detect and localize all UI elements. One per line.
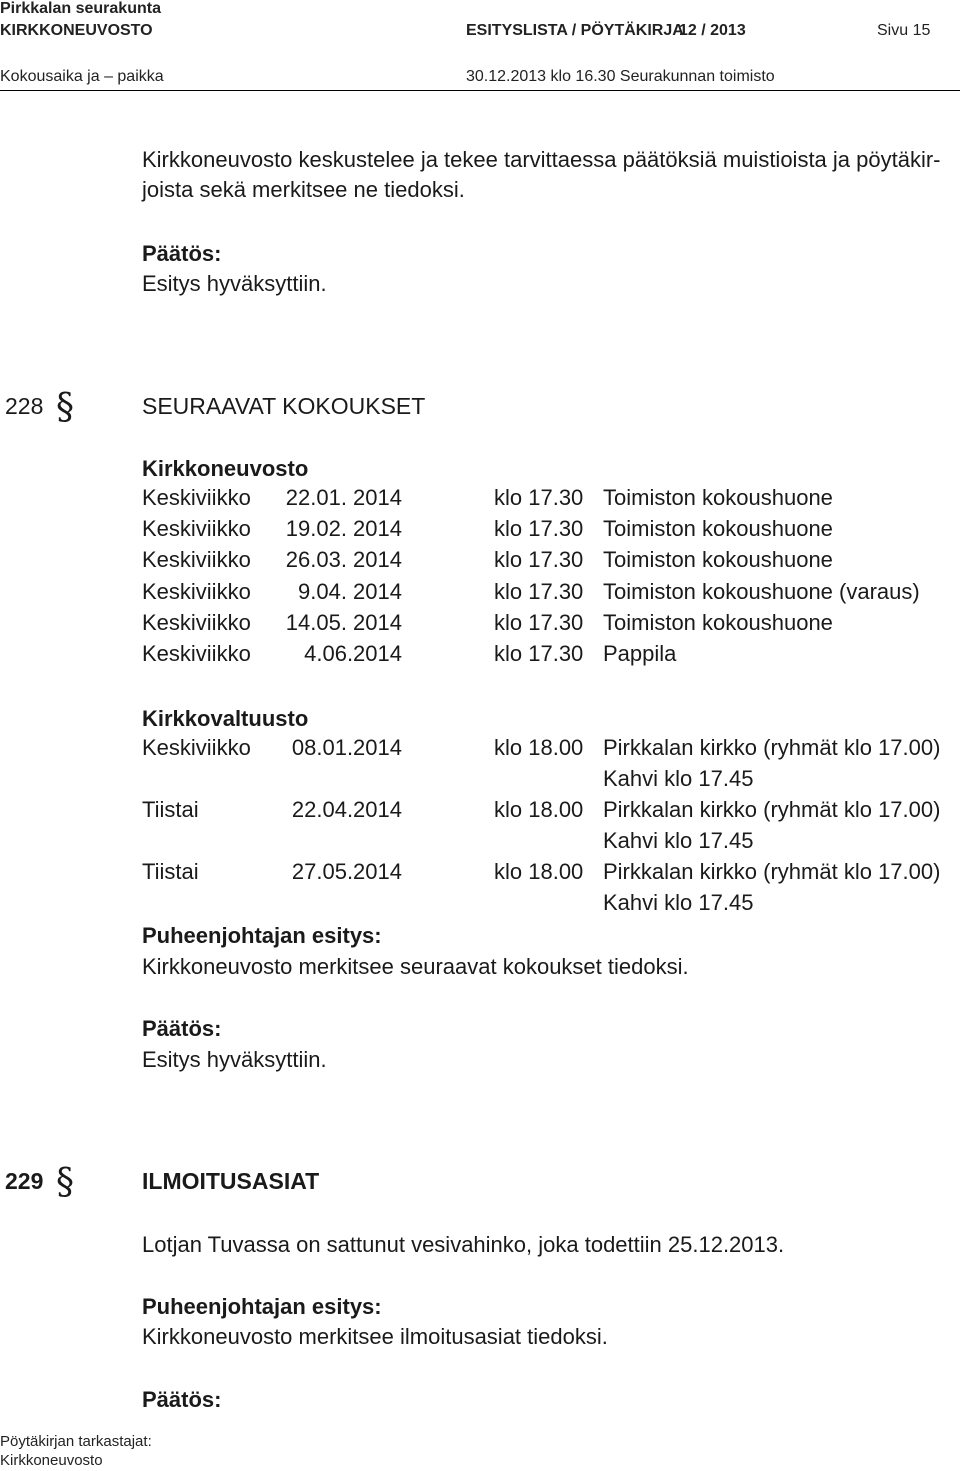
- meeting-date: 9.04. 2014: [298, 579, 402, 604]
- decision-label: Päätös:: [142, 1387, 222, 1412]
- meeting-place: Toimiston kokoushuone: [603, 547, 833, 572]
- meeting-place: Pappila: [603, 641, 677, 666]
- proposal-text: Kirkkoneuvosto merkitsee seuraavat kokoukset tiedoksi.: [142, 954, 689, 979]
- meeting-day: Keskiviikko: [142, 579, 251, 604]
- meeting-place: Toimiston kokoushuone: [603, 485, 833, 510]
- section-title: SEURAAVAT KOKOUKSET: [142, 393, 426, 419]
- meeting-date: 22.01. 2014: [285, 485, 402, 510]
- proposal-label: Puheenjohtajan esitys:: [142, 923, 382, 948]
- meeting-time: klo 17.30: [494, 579, 584, 604]
- meeting-time: klo 17.30: [494, 547, 584, 572]
- body-name: KIRKKONEUVOSTO: [0, 22, 153, 39]
- proposal-label: Puheenjohtajan esitys:: [142, 1294, 382, 1319]
- meeting-date: 26.03. 2014: [285, 547, 402, 572]
- meeting-time: klo 17.30: [494, 641, 584, 666]
- decision-text: Esitys hyväksyttiin.: [142, 271, 327, 296]
- meeting-date: 4.06.2014: [304, 641, 402, 666]
- meeting-label: Kokousaika ja – paikka: [0, 68, 164, 85]
- meeting-day: Tiistai: [142, 859, 199, 884]
- meeting-day: Tiistai: [142, 797, 199, 822]
- meeting-day: Keskiviikko: [142, 610, 251, 635]
- group-title-kirkkovaltuusto: Kirkkovaltuusto: [142, 706, 309, 731]
- page-number: Sivu 15: [877, 22, 931, 39]
- meeting-date: 27.05.2014: [291, 859, 402, 884]
- decision-text: Esitys hyväksyttiin.: [142, 1047, 327, 1072]
- notice-text: Lotjan Tuvassa on sattunut vesivahinko, joka todettiin 25.12.2013.: [142, 1232, 785, 1257]
- section-number: 228: [5, 393, 44, 419]
- meeting-date: 19.02. 2014: [285, 516, 402, 541]
- intro-line-2: joista sekä merkitsee ne tiedoksi.: [142, 177, 465, 202]
- footer-label: Pöytäkirjan tarkastajat:: [0, 1433, 152, 1450]
- meeting-place: Pirkkalan kirkko (ryhmät klo 17.00): [603, 735, 941, 760]
- meeting-day: Keskiviikko: [142, 641, 251, 666]
- org-name: Pirkkalan seurakunta: [0, 0, 161, 17]
- meeting-day: Keskiviikko: [142, 516, 251, 541]
- meeting-value: 30.12.2013 klo 16.30 Seurakunnan toimisto: [466, 68, 775, 85]
- meeting-date: 08.01.2014: [291, 735, 402, 760]
- meeting-day: Keskiviikko: [142, 735, 251, 760]
- decision-label: Päätös:: [142, 1016, 222, 1041]
- section-sign: §: [56, 1162, 74, 1203]
- section-sign: §: [56, 387, 74, 428]
- meeting-place: Pirkkalan kirkko (ryhmät klo 17.00): [603, 797, 941, 822]
- meeting-time: klo 18.00: [494, 859, 584, 884]
- meeting-time: klo 18.00: [494, 735, 584, 760]
- section-number: 229: [5, 1168, 44, 1194]
- meeting-place: Toimiston kokoushuone: [603, 610, 833, 635]
- meeting-day: Keskiviikko: [142, 547, 251, 572]
- meeting-extra: Kahvi klo 17.45: [603, 890, 754, 915]
- meeting-date: 22.04.2014: [291, 797, 402, 822]
- header-divider: [0, 90, 960, 91]
- document-number: 12 / 2013: [679, 22, 746, 39]
- proposal-text: Kirkkoneuvosto merkitsee ilmoitusasiat tiedoksi.: [142, 1324, 608, 1349]
- intro-line-1: Kirkkoneuvosto keskustelee ja tekee tarvittaessa päätöksiä muistioista ja pöytäkir-: [142, 147, 941, 172]
- meeting-day: Keskiviikko: [142, 485, 251, 510]
- meeting-extra: Kahvi klo 17.45: [603, 766, 754, 791]
- meeting-place: Toimiston kokoushuone: [603, 516, 833, 541]
- meeting-place: Pirkkalan kirkko (ryhmät klo 17.00): [603, 859, 941, 884]
- decision-label: Päätös:: [142, 241, 222, 266]
- section-title: ILMOITUSASIAT: [142, 1168, 320, 1194]
- meeting-place: Toimiston kokoushuone (varaus): [603, 579, 920, 604]
- footer-body: Kirkkoneuvosto: [0, 1452, 103, 1469]
- meeting-time: klo 17.30: [494, 610, 584, 635]
- meeting-time: klo 17.30: [494, 485, 584, 510]
- meeting-extra: Kahvi klo 17.45: [603, 828, 754, 853]
- group-title-kirkkoneuvosto: Kirkkoneuvosto: [142, 456, 309, 481]
- meeting-date: 14.05. 2014: [285, 610, 402, 635]
- meeting-time: klo 17.30: [494, 516, 584, 541]
- document-type: ESITYSLISTA / PÖYTÄKIRJA: [466, 22, 684, 39]
- meeting-time: klo 18.00: [494, 797, 584, 822]
